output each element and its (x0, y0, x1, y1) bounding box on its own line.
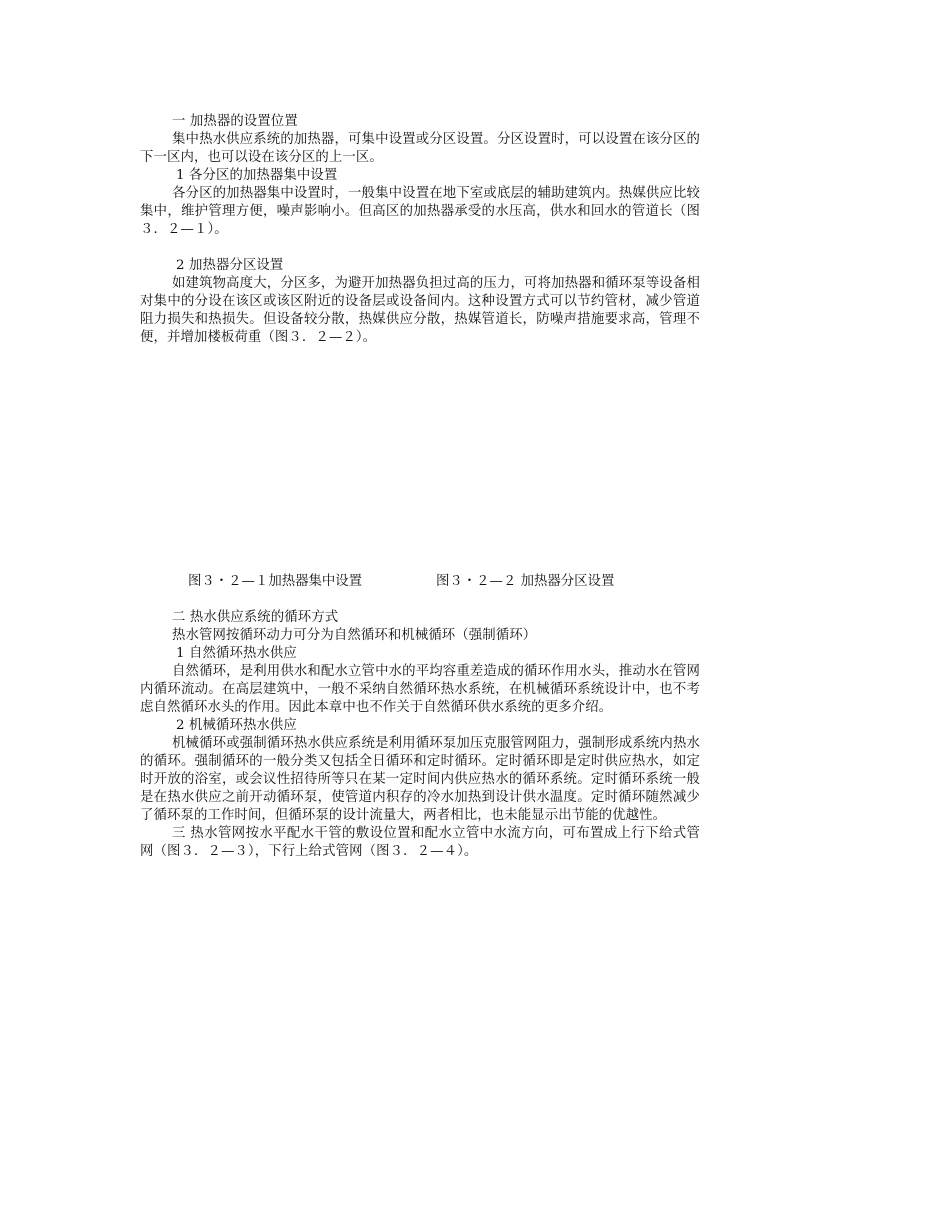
section-1-heading: 一 加热器的设置位置 (172, 114, 298, 129)
section-1-sub2-text: 如建筑物高度大，分区多，为避开加热器负担过高的压力，可将加热器和循环泵等设备相对集中的分设在该区或该区附近的设备层或设备间内。这种设置方式可以节约管材，减少管道阻力损失和热损失。但设备较分散，热媒供应分散，热媒管道长，防噪声措施要求高，管理不便，并增加楼板荷重（图３．２—２）。 (140, 276, 700, 345)
section-1-sub1-title: 1 各分区的加热器集中设置 (176, 168, 338, 183)
section-1-intro: 集中热水供应系统的加热器，可集中设置或分区设置。分区设置时，可以设置在该分区的下一区内，也可以设在该分区的上一区。 (140, 132, 700, 165)
section-1-sub2-title: 2 加热器分区设置 (176, 258, 284, 273)
figure-caption-2: 图３・２—２ 加热器分区设置 (436, 574, 615, 589)
section-2-sub2-text: 机械循环或强制循环热水供应系统是利用循环泵加压克服管网阻力，强制形成系统内热水的循环。强制循环的一般分类又包括全日循环和定时循环。定时循环即是定时供应热水，如定时开放的浴室，或会议性招待所等只在某一定时间内供应热水的循环系统。定时循环系统一般是在热水供应之前开动循环泵，使管道内积存的冷水加热到设计供水温度。定时循环随然减少了循环泵的工作时间，但循环泵的设计流量大，两者相比，也未能显示出节能的优越性。 (140, 736, 700, 823)
section-2-intro: 热水管网按循环动力可分为自然循环和机械循环（强制循环） (172, 628, 537, 643)
section-2-heading: 二 热水供应系统的循环方式 (172, 610, 339, 625)
section-3-text: 三 热水管网按水平配水干管的敷设位置和配水立管中水流方向，可布置成上行下给式管网（图３．２—３），下行上给式管网（图３．２—４）。 (140, 826, 700, 859)
figure-caption-1: 图３・２—１加热器集中设置 (188, 574, 363, 589)
section-2-sub1-title: 1 自然循环热水供应 (176, 646, 297, 661)
section-circulation (140, 609, 700, 861)
paragraph-gap (140, 239, 700, 257)
section-2-sub1-text: 自然循环，是利用供水和配水立管中水的平均容重差造成的循环作用水头，推动水在管网内循环流动。在高层建筑中，一般不采纳自然循环热水系统，在机械循环系统设计中，也不考虑自然循环水头的作用。因此本章中也不作关于自然循环供水系统的更多介绍。 (140, 664, 700, 715)
section-1-sub1-text: 各分区的加热器集中设置时，一般集中设置在地下室或底层的辅助建筑内。热媒供应比较集中，维护管理方便，噪声影响小。但高区的加热器承受的水压高，供水和回水的管道长（图３．２—１）。 (140, 186, 700, 237)
section-2-sub2-title: 2 机械循环热水供应 (176, 718, 297, 733)
section-heater-location (140, 113, 700, 347)
